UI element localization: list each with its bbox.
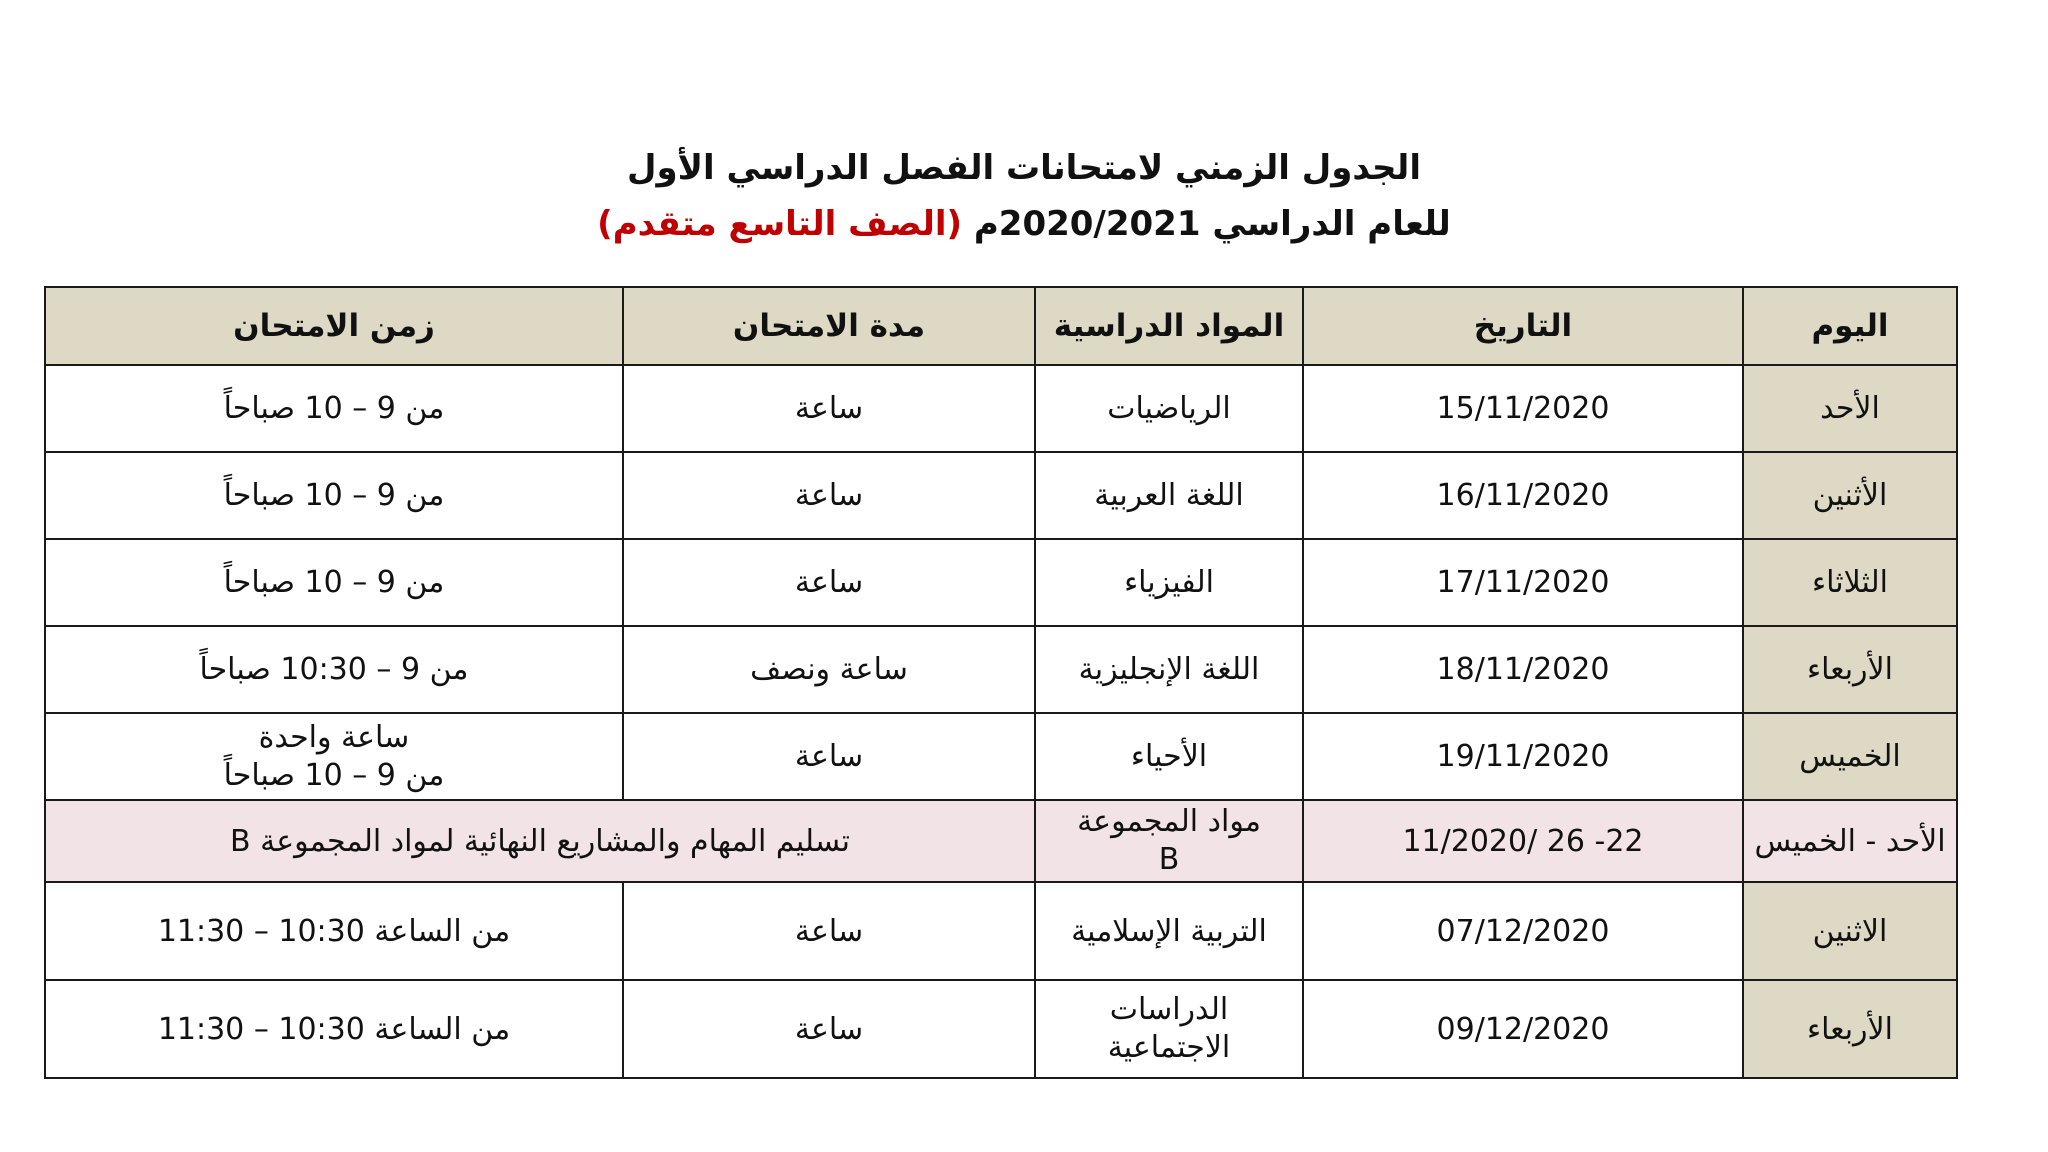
- cell-subject: الرياضيات: [1035, 365, 1303, 452]
- cell-duration: ساعة ونصف: [623, 626, 1035, 713]
- page-subtitle: [0, 196, 2048, 252]
- cell-duration: ساعة: [623, 980, 1035, 1078]
- cell-subject: الفيزياء: [1035, 539, 1303, 626]
- cell-date: 19/11/2020: [1303, 713, 1743, 800]
- cell-subject-line2: B: [1158, 842, 1180, 877]
- page-title: الجدول الزمني لامتحانات الفصل الدراسي الأول: [627, 148, 1421, 188]
- cell-day: الأثنين: [1743, 452, 1957, 539]
- cell-duration: ساعة: [623, 452, 1035, 539]
- cell-day: الثلاثاء: [1743, 539, 1957, 626]
- cell-subject-line1: الدراسات: [1109, 992, 1229, 1027]
- cell-day: الخميس: [1743, 713, 1957, 800]
- cell-note: تسليم المهام والمشاريع النهائية لمواد المجموعة B: [45, 800, 1035, 882]
- cell-day: الأحد: [1743, 365, 1957, 452]
- cell-date: 16/11/2020: [1303, 452, 1743, 539]
- table-row: [45, 882, 1957, 980]
- cell-subject-line2: الاجتماعية: [1107, 1030, 1231, 1065]
- cell-date: 09/12/2020: [1303, 980, 1743, 1078]
- title-block: [0, 140, 2048, 252]
- cell-time: [45, 713, 623, 800]
- cell-day: الأربعاء: [1743, 626, 1957, 713]
- cell-date: 17/11/2020: [1303, 539, 1743, 626]
- cell-duration: ساعة: [623, 882, 1035, 980]
- cell-subject: الأحياء: [1035, 713, 1303, 800]
- table-row: [45, 539, 1957, 626]
- cell-time: من الساعة 10:30 – 11:30: [45, 980, 623, 1078]
- cell-time: من 9 – 10 صباحاً: [45, 539, 623, 626]
- header-date: التاريخ: [1303, 287, 1743, 365]
- cell-duration: ساعة: [623, 539, 1035, 626]
- subtitle-main: للعام الدراسي 2020/2021م: [973, 204, 1451, 244]
- cell-day: الاثنين: [1743, 882, 1957, 980]
- cell-time: من 9 – 10 صباحاً: [45, 452, 623, 539]
- table-row: [45, 626, 1957, 713]
- header-row: [45, 287, 1957, 365]
- cell-subject: التربية الإسلامية: [1035, 882, 1303, 980]
- cell-date: 22- 26 /11/2020: [1303, 800, 1743, 882]
- exam-schedule-table: [44, 286, 1958, 1079]
- cell-time: من 9 – 10:30 صباحاً: [45, 626, 623, 713]
- cell-day: الأحد - الخميس: [1743, 800, 1957, 882]
- cell-subject: اللغة العربية: [1035, 452, 1303, 539]
- cell-subject: اللغة الإنجليزية: [1035, 626, 1303, 713]
- header-duration: مدة الامتحان: [623, 287, 1035, 365]
- header-day: اليوم: [1743, 287, 1957, 365]
- table-row: [45, 452, 1957, 539]
- header-time: زمن الامتحان: [45, 287, 623, 365]
- cell-duration: ساعة: [623, 713, 1035, 800]
- cell-time-line1: ساعة واحدة: [258, 719, 410, 755]
- table-row: [45, 713, 1957, 800]
- cell-subject-line1: مواد المجموعة: [1077, 804, 1261, 839]
- cell-subject: [1035, 800, 1303, 882]
- cell-date: 07/12/2020: [1303, 882, 1743, 980]
- cell-date: 15/11/2020: [1303, 365, 1743, 452]
- table-row-special: [45, 800, 1957, 882]
- header-subject: المواد الدراسية: [1035, 287, 1303, 365]
- cell-duration: ساعة: [623, 365, 1035, 452]
- subtitle-grade: (الصف التاسع متقدم): [597, 204, 963, 244]
- cell-subject: [1035, 980, 1303, 1078]
- cell-time-line2: من 9 – 10 صباحاً: [223, 757, 445, 793]
- table-row: [45, 980, 1957, 1078]
- cell-time: من الساعة 10:30 – 11:30: [45, 882, 623, 980]
- table-row: [45, 365, 1957, 452]
- cell-day: الأربعاء: [1743, 980, 1957, 1078]
- cell-date: 18/11/2020: [1303, 626, 1743, 713]
- cell-time: من 9 – 10 صباحاً: [45, 365, 623, 452]
